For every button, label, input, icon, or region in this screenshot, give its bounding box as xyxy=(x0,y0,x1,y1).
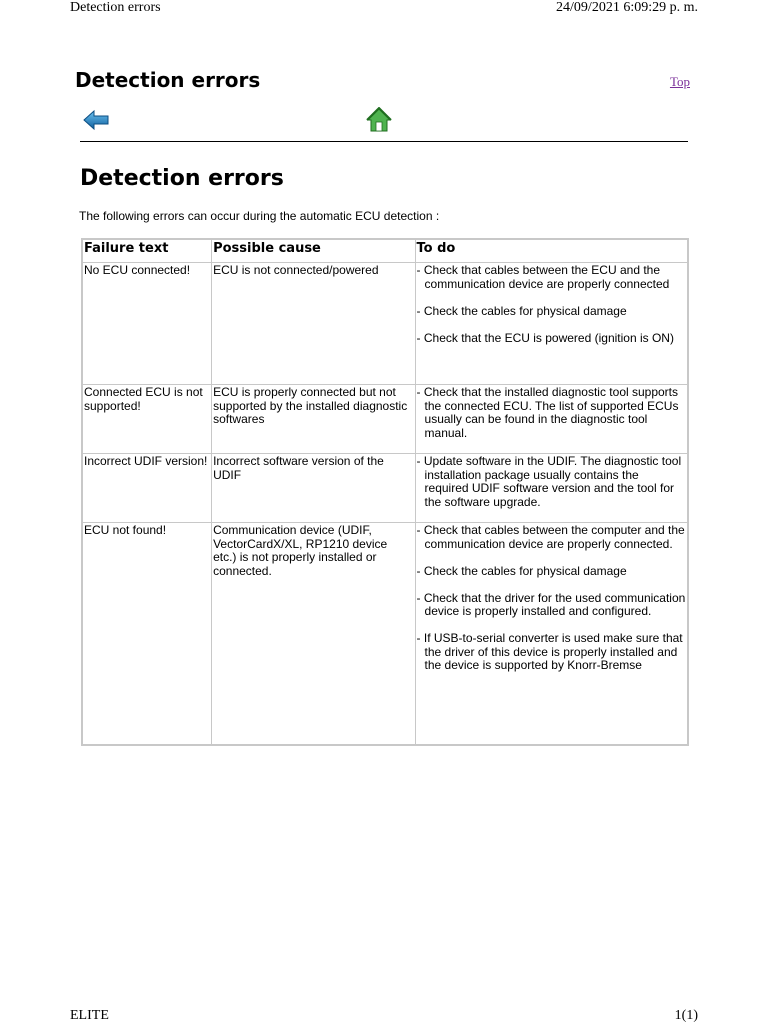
intro-text: The following errors can occur during the automatic ECU detection : xyxy=(79,209,440,223)
to-do-item: - Check that the installed diagnostic tool supports the connected ECU. The list of supported ECUs usually can be found in the diagnostic tool manual. xyxy=(416,385,679,440)
home-icon[interactable] xyxy=(366,107,392,133)
document-title: Detection errors xyxy=(75,68,261,92)
to-do-cell xyxy=(415,263,688,385)
possible-cause-cell: Incorrect software version of the UDIF xyxy=(212,454,415,523)
column-header-failure-text: Failure text xyxy=(82,239,212,263)
table-row xyxy=(82,523,688,745)
failure-text-cell: Incorrect UDIF version! xyxy=(82,454,212,523)
header-divider xyxy=(80,141,688,142)
to-do-item: - Check that the driver for the used communication device is properly installed and configured. xyxy=(416,590,686,618)
table-row xyxy=(82,454,688,523)
to-do-cell xyxy=(415,385,688,454)
column-header-to-do: To do xyxy=(415,239,688,263)
to-do-item: - Check the cables for physical damage xyxy=(416,303,627,318)
table-row xyxy=(82,385,688,454)
failure-text-cell: No ECU connected! xyxy=(82,263,212,385)
to-do-cell xyxy=(415,454,688,523)
print-footer-page-number: 1(1) xyxy=(674,1008,698,1023)
table-header-row xyxy=(82,239,688,263)
to-do-cell xyxy=(415,523,688,745)
top-link[interactable]: Top xyxy=(669,74,690,89)
failure-text-cell: Connected ECU is not supported! xyxy=(82,385,212,454)
print-footer-label: ELITE xyxy=(70,1008,109,1023)
print-header-datetime: 24/09/2021 6:09:29 p. m. xyxy=(556,0,698,15)
to-do-item: - Update software in the UDIF. The diagnostic tool installation package usually contains the required UDIF software version and the tool for the software upgrade. xyxy=(416,454,682,509)
possible-cause-cell: ECU is properly connected but not supported by the installed diagnostic softwares xyxy=(212,385,415,454)
column-header-possible-cause: Possible cause xyxy=(212,239,415,263)
possible-cause-cell: ECU is not connected/powered xyxy=(212,263,415,385)
to-do-item: - Check that cables between the ECU and the communication device are properly connected xyxy=(416,263,670,291)
back-arrow-icon[interactable] xyxy=(82,109,110,131)
to-do-item: - Check that the ECU is powered (ignition is ON) xyxy=(416,330,674,345)
to-do-item: - Check that cables between the computer and the communication device are properly connected. xyxy=(416,523,685,551)
possible-cause-cell: Communication device (UDIF, VectorCardX/XL, RP1210 device etc.) is not properly installed or connected. xyxy=(212,523,415,745)
errors-table xyxy=(81,238,689,746)
print-header-title: Detection errors xyxy=(70,0,161,15)
failure-text-cell: ECU not found! xyxy=(82,523,212,745)
to-do-item: - Check the cables for physical damage xyxy=(416,563,627,578)
table-row xyxy=(82,263,688,385)
page-heading: Detection errors xyxy=(80,166,284,191)
to-do-item: - If USB-to-serial converter is used make sure that the driver of this device is properly installed and the device is supported by Knorr-Bremse xyxy=(416,631,683,672)
